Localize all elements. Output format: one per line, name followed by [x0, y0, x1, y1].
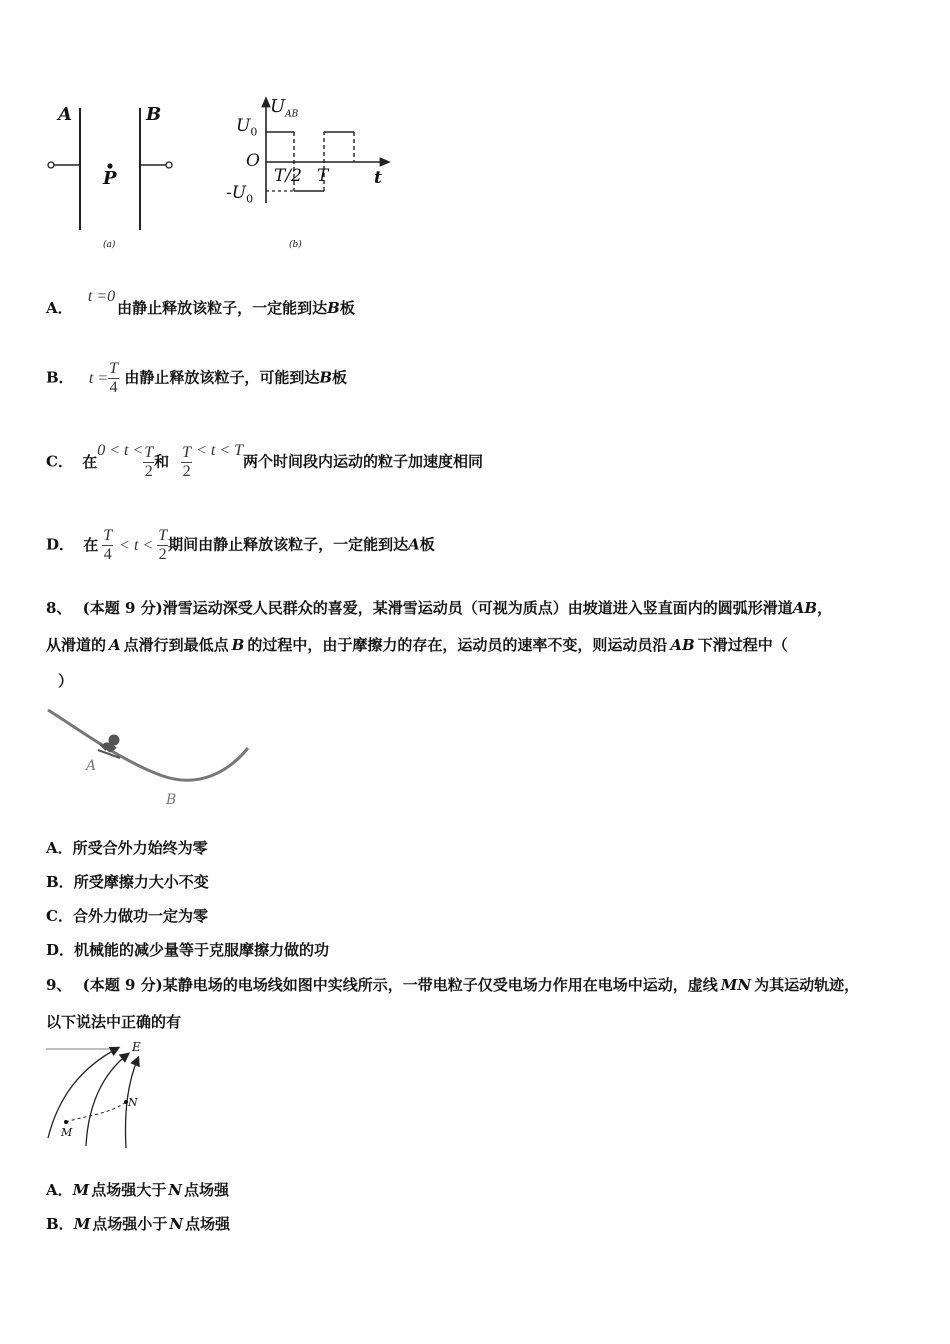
option-n: N [169, 1215, 184, 1233]
q8-stem-line-1 [46, 598, 832, 618]
frac-den: 4 [103, 546, 112, 563]
q9-fig-e-label: E [132, 1040, 141, 1054]
stem-b: B [231, 636, 245, 654]
option-letter: B． [46, 873, 74, 891]
option-pre: 在 [83, 535, 99, 554]
q8-stem-line-2 [46, 635, 788, 655]
fraction-t-over-4 [102, 527, 113, 564]
frac-den: 2 [144, 463, 153, 480]
option-letter: A． [46, 1181, 73, 1199]
stem-end: 为其运动轨迹， [754, 976, 860, 994]
stem-end: 下滑过程中（ [697, 636, 788, 654]
caption-b: (b) [289, 240, 302, 250]
option-letter: C． [46, 907, 73, 925]
question-number: 8、 [46, 599, 72, 617]
graph-axis-t-label: t [374, 168, 382, 188]
graph-u0-sub: 0 [250, 125, 258, 139]
frac-num: T [103, 527, 113, 544]
stem-text: 滑雪运动深受人民群众的喜爱，某滑雪运动员（可视为质点）由坡道进入竖直面内的圆弧形滑道 [162, 599, 793, 617]
option-text: 所受摩擦力大小不变 [73, 873, 209, 891]
option-pre: 在 [82, 452, 98, 471]
option-letter: B． [46, 1215, 74, 1233]
plate-label: B [327, 299, 340, 317]
option-text: 期间由静止释放该粒子，一定能到达 [168, 535, 409, 554]
q8-option-d[interactable] [46, 940, 329, 960]
math-range-1: 0 < t < [97, 441, 144, 459]
q9-fig-n-label: N [128, 1096, 138, 1109]
option-text: 机械能的减少量等于克服摩擦力做的功 [74, 941, 330, 959]
option-text: 由静止释放该粒子，可能到达 [124, 368, 320, 387]
option-letter: A． [46, 299, 73, 317]
option-letter: D． [46, 535, 75, 554]
q7-option-b[interactable] [46, 360, 347, 397]
q7-option-c[interactable] [46, 441, 484, 481]
math-lhs: t = [88, 369, 109, 387]
stem-ab: AB [670, 636, 695, 654]
option-tail: 点场强 [183, 1181, 229, 1199]
stem-text: 某静电场的电场线如图中实线所示，一带电粒子仅受电场力作用在电场中运动，虚线 [162, 976, 718, 994]
frac-num: T [109, 360, 119, 377]
frac-den: 4 [109, 379, 118, 396]
graph-y-label-main: U [270, 96, 286, 117]
option-text: 合外力做功一定为零 [72, 907, 208, 925]
frac-den: 2 [182, 463, 191, 480]
stem-mid2: 的过程中，由于摩擦力的存在，运动员的速率不变，则运动员沿 [247, 636, 668, 654]
q8-fig-a-label: A [86, 758, 97, 774]
graph-neg-u0-main: -U [226, 183, 247, 203]
stem-mid1: 点滑行到最低点 [123, 636, 229, 654]
q9-option-b[interactable] [46, 1214, 230, 1234]
option-mid: 点场强小于 [92, 1215, 168, 1233]
fraction-t-over-2-b [181, 444, 192, 481]
stem-end: ， [817, 599, 833, 617]
frac-num: T [158, 527, 168, 544]
q7-option-a[interactable] [46, 288, 355, 319]
caption-a: (a) [103, 240, 116, 250]
option-text: 所受合外力始终为零 [72, 839, 208, 857]
plate-b-label: B [146, 104, 162, 125]
graph-y-label [270, 96, 298, 120]
stem-pre: 从滑道的 [46, 636, 107, 654]
option-n: N [168, 1181, 182, 1199]
option-letter: A． [46, 839, 73, 857]
point-p-label: P [103, 168, 117, 189]
q7-option-d[interactable] [46, 527, 435, 564]
q8-option-a[interactable] [46, 838, 208, 858]
q9-stem-line-2: 以下说法中正确的有 [46, 1013, 182, 1031]
graph-neg-u0-sub: 0 [246, 192, 254, 206]
graph-half-t-label: T/2 [274, 166, 302, 186]
option-and: 和 [154, 452, 170, 471]
graph-u0-main: U [236, 116, 251, 136]
q8-option-c[interactable] [46, 906, 208, 926]
option-letter: C． [46, 452, 73, 471]
frac-num: T [144, 444, 154, 461]
option-m: M [73, 1215, 91, 1233]
math-range-2: < t < T [196, 441, 244, 459]
option-tail: 点场强 [185, 1215, 231, 1233]
graph-origin-label: O [246, 151, 260, 171]
q8-ski-slope-figure [40, 700, 260, 815]
question-score: (本题 9 分) [82, 976, 163, 994]
fraction-t-over-2 [143, 444, 154, 481]
option-tail: 板 [332, 368, 348, 387]
q8-option-b[interactable] [46, 872, 209, 892]
plate-label: A [408, 535, 420, 554]
q9-field-lines-figure [40, 1040, 160, 1152]
q9-option-a[interactable] [46, 1180, 229, 1200]
option-letter: D． [46, 941, 75, 959]
math-expr: t =0 [87, 288, 116, 305]
option-text: 两个时间段内运动的粒子加速度相同 [243, 452, 484, 471]
stem-ab: AB [792, 599, 818, 617]
option-text: 由静止释放该粒子，一定能到达 [117, 299, 328, 317]
option-m: M [72, 1181, 90, 1199]
fraction-t-over-2 [157, 527, 168, 564]
fraction-t-over-4 [108, 360, 119, 397]
graph-t-label: T [317, 166, 329, 186]
q9-stem-line-1 [46, 975, 859, 995]
option-letter: B． [46, 368, 74, 387]
graph-neg-u0-label [226, 183, 253, 205]
plate-a-label: A [58, 104, 72, 125]
q9-fig-m-label: M [61, 1126, 73, 1139]
graph-u0-label [236, 116, 257, 138]
option-mid: 点场强大于 [91, 1181, 167, 1199]
plate-label: B [319, 368, 333, 387]
question-score: (本题 9 分) [82, 599, 163, 617]
frac-num: T [182, 444, 192, 461]
option-tail: 板 [339, 299, 355, 317]
graph-y-label-sub: AB [285, 109, 299, 120]
stem-a: A [109, 636, 121, 654]
math-range: < t < [119, 536, 154, 554]
option-tail: 板 [419, 535, 435, 554]
q8-fig-b-label: B [166, 792, 177, 808]
question-number: 9、 [46, 976, 72, 994]
q8-stem-line-3: ） [58, 672, 74, 690]
frac-den: 2 [158, 546, 167, 563]
stem-mn: MN [720, 976, 752, 994]
